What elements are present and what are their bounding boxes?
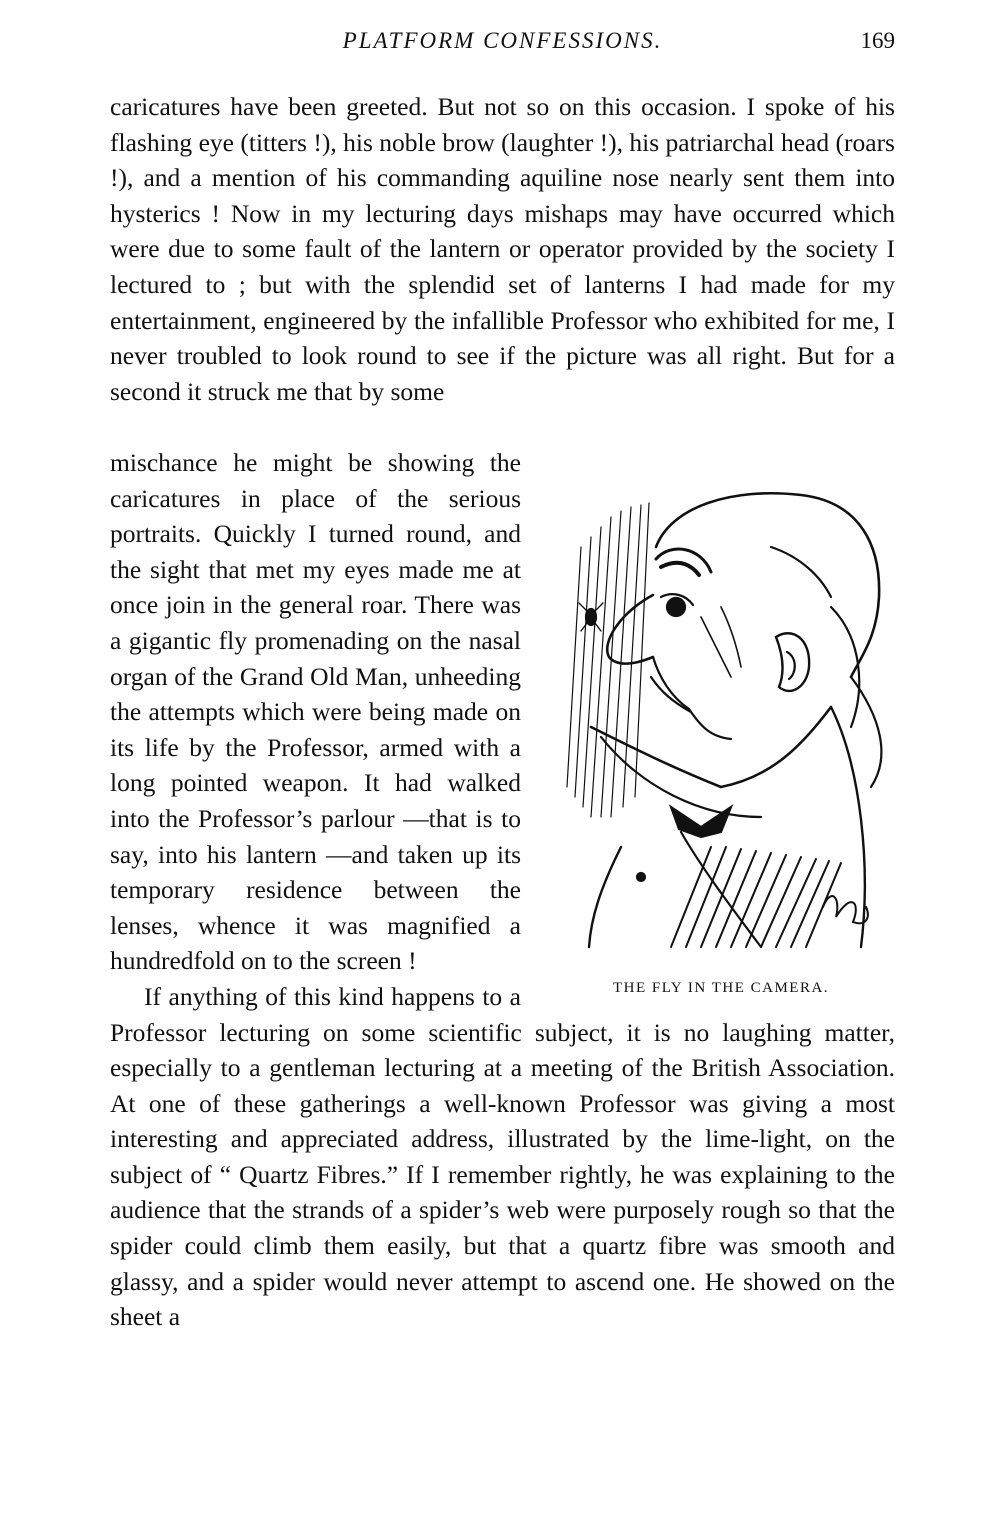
paragraph-1-continuation: mischance he might be showing the caricatures in place of the serious portraits. Quickly I turned round, and the sight that met my eyes made me at once join in the general roar. There was a gigantic fly promenading on the nasal organ of the Grand Old Man, unheeding the attempts which were being made on its life by the Professor, armed with a long pointed weapon. It had walked into the Professor’s parlour —that is to say, into his lantern —and taken up its temporary residence between the lenses, whence it was magnified a hundredfold on to the screen ! [110,448,521,976]
paragraph-1 [110,89,895,409]
paragraph-2: If anything of this kind happens to a Professor lecturing on some scientific subject, it is no laughing matter, especially to a gentleman lecturing at a meeting of the British Association. At one of these gatherings a well-known Professor was giving a most interesting and appreciated address, illustrated by the lime-light, on the subject of “ Quartz Fibres.” If I remember rightly, he was explaining to the audience that the strands of a spider’s web were purposely rough so that the spider could climb them easily, but that a quartz fibre was smooth and glassy, and a spider would never attempt to ascend one. He showed on the sheet a [110,981,895,1332]
caricature-illustration [561,487,895,957]
coat-hatching [671,847,841,947]
page-number: 169 [860,28,895,53]
running-head [110,28,895,64]
wrapped-text-region [110,445,895,1335]
paragraph-1-text: caricatures have been greeted. But not so on this occasion. I spoke of his flashing eye (titters !), his noble brow (laughter !), his patriarchal head (roars !), and a mention of his commanding aquiline nose nearly sent them into hysterics ! Now in my lecturing days mishaps may have occurred which were due to some fault of the lantern or operator provided by the society I lectured to ; but with the splendid set of lanterns I had made for my entertainment, engineered by the infallible Professor who exhibited for me, I never troubled to look round to see if the picture was all right. But for a second it struck me that by some [110,92,895,406]
figure-caption: THE FLY IN THE CAMERA. [612,980,830,996]
figure [547,445,895,1000]
background-hatching [567,503,649,817]
running-title: PLATFORM CONFESSIONS. [342,28,663,53]
fly-icon [579,603,603,631]
